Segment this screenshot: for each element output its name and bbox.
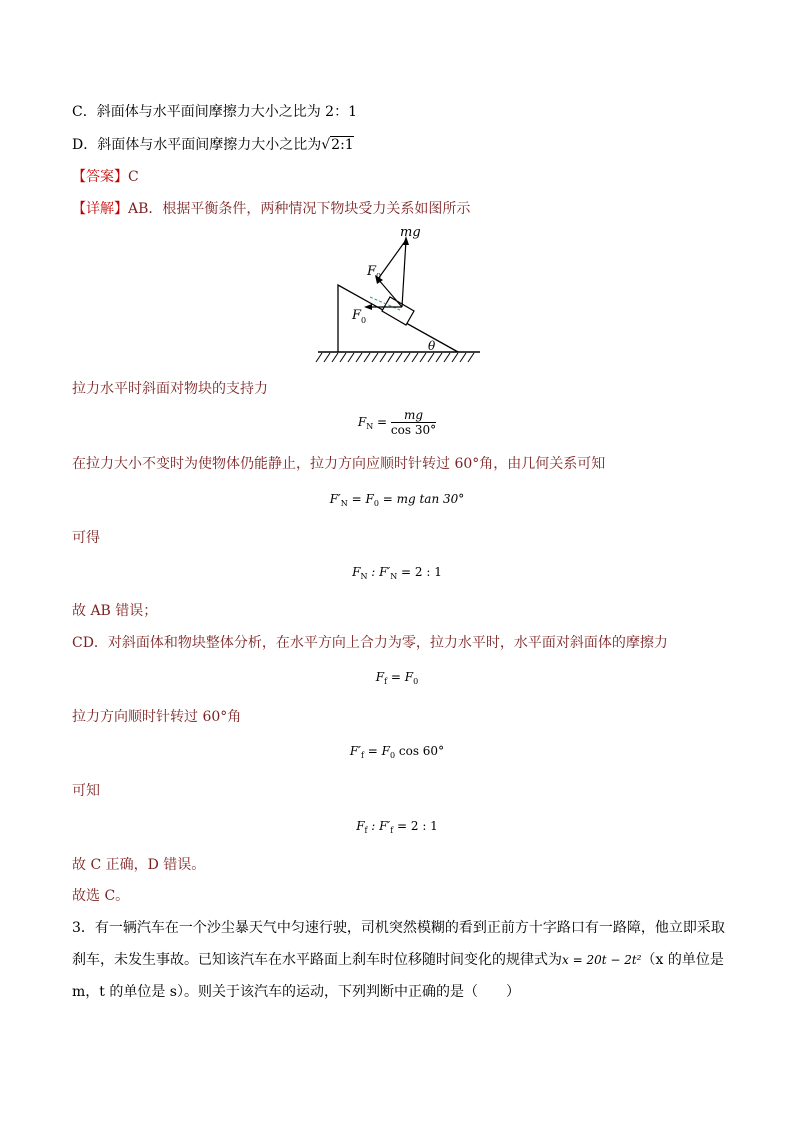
f6-a-sub: f [364, 826, 368, 835]
rotation-text: 在拉力大小不变时为使物体仍能静止，拉力方向应顺时针转过 60°角，由几何关系可知 [72, 456, 606, 472]
f4-a-sub: f [384, 677, 388, 686]
f3-a: F [352, 565, 361, 579]
label-f0-upper: F [367, 264, 377, 279]
f6-mid: : F′ [367, 819, 391, 833]
can-get-text: 可得 [72, 530, 100, 546]
f1-fraction [391, 408, 436, 437]
ground-hatch [316, 353, 474, 362]
rotate-60-text: 拉力方向顺时针转过 60°角 [72, 709, 242, 725]
answer-line [72, 167, 139, 187]
cd-intro-text: CD．对斜面体和物块整体分析，在水平方向上合力为零，拉力水平时，水平面对斜面体的摩擦力 [72, 635, 668, 651]
support-force-text: 拉力水平时斜面对物块的支持力 [72, 381, 268, 397]
f4-mid: = F [387, 670, 414, 684]
question3-line1: 3．有一辆汽车在一个沙尘暴天气中匀速行驶，司机突然模糊的看到正前方十字路口有一路障，他立即采取 [72, 920, 725, 936]
formula-fn [0, 408, 794, 437]
question3-line2 [72, 950, 724, 970]
question3-law: x = 20t − 2t² [562, 953, 642, 967]
f6-a: F [356, 819, 365, 833]
f1-num: mg [391, 408, 436, 423]
label-mg: mg [400, 225, 421, 240]
explanation-tag: 【详解】 [72, 201, 128, 217]
f2-b: = F [347, 492, 374, 506]
f2-a: F′ [329, 492, 341, 506]
f5-tail: cos 60° [395, 744, 445, 758]
answer-tag: 【答案】 [72, 169, 128, 185]
f4-b-sub: 0 [413, 677, 419, 686]
f5-a-sub: f [360, 751, 364, 760]
f2-a-sub: N [340, 499, 348, 508]
label-f0-upper-sub: 0 [376, 272, 382, 281]
formula-fn-prime [0, 490, 794, 513]
f1-lhs: F [357, 415, 367, 429]
f5-b-sub: 0 [389, 751, 396, 760]
explanation-intro-text: AB．根据平衡条件，两种情况下物块受力关系如图所示 [128, 201, 471, 217]
mg-arrow [402, 240, 406, 307]
label-f0-lower: F [352, 308, 362, 323]
f4-a: F [375, 670, 385, 684]
f6-tail: = 2 : 1 [393, 819, 438, 833]
label-f0-lower-sub: 0 [361, 316, 367, 325]
choose-text: 故选 C。 [72, 888, 130, 904]
question3-line2-suffix: （x 的单位是 [641, 952, 724, 968]
f2-b-sub: 0 [373, 499, 379, 508]
answer-value: C [128, 169, 139, 185]
formula-ff [0, 668, 794, 691]
block [382, 297, 414, 325]
option-c: C．斜面体与水平面间摩擦力大小之比为 2：1 [72, 104, 357, 120]
option-d-ratio: 2:1 [331, 137, 354, 153]
question3-line3: m，t 的单位是 s）。则关于该汽车的运动，下列判断中正确的是（ ） [72, 984, 520, 1000]
ab-wrong-text: 故 AB 错误； [72, 603, 158, 619]
f3-a-sub: N [360, 572, 368, 581]
f2-tail: = mg tan 30° [378, 492, 465, 506]
f1-lhs-sub: N [366, 422, 374, 431]
triangle-side [378, 240, 406, 279]
formula-fn-ratio [0, 563, 794, 586]
formula-ff-prime [0, 742, 794, 765]
f6-b-sub: f [390, 826, 394, 835]
it-follows-text: 可知 [72, 783, 100, 799]
f3-b-sub: N [390, 572, 398, 581]
label-theta: θ [428, 339, 436, 353]
formula-ff-ratio [0, 817, 794, 840]
f0-horizontal-arrowhead [364, 304, 372, 310]
question3-line2-prefix: 刹车，未发生事故。已知该汽车在水平路面上刹车时位移随时间变化的规律式为 [72, 952, 562, 968]
f5-a: F′ [349, 744, 361, 758]
c-correct-text: 故 C 正确，D 错误。 [72, 857, 206, 873]
f1-eq: = [373, 415, 391, 429]
force-diagram [310, 222, 490, 367]
f3-mid: : F′ [367, 565, 391, 579]
f1-den: cos 30° [390, 423, 437, 437]
f3-tail: = 2 : 1 [397, 565, 442, 579]
explanation-intro [72, 199, 470, 219]
sqrt-symbol: √ [321, 137, 331, 153]
option-d-text: D．斜面体与水平面间摩擦力大小之比为 [72, 137, 322, 153]
f5-mid: = F [363, 744, 390, 758]
option-d [72, 135, 354, 155]
